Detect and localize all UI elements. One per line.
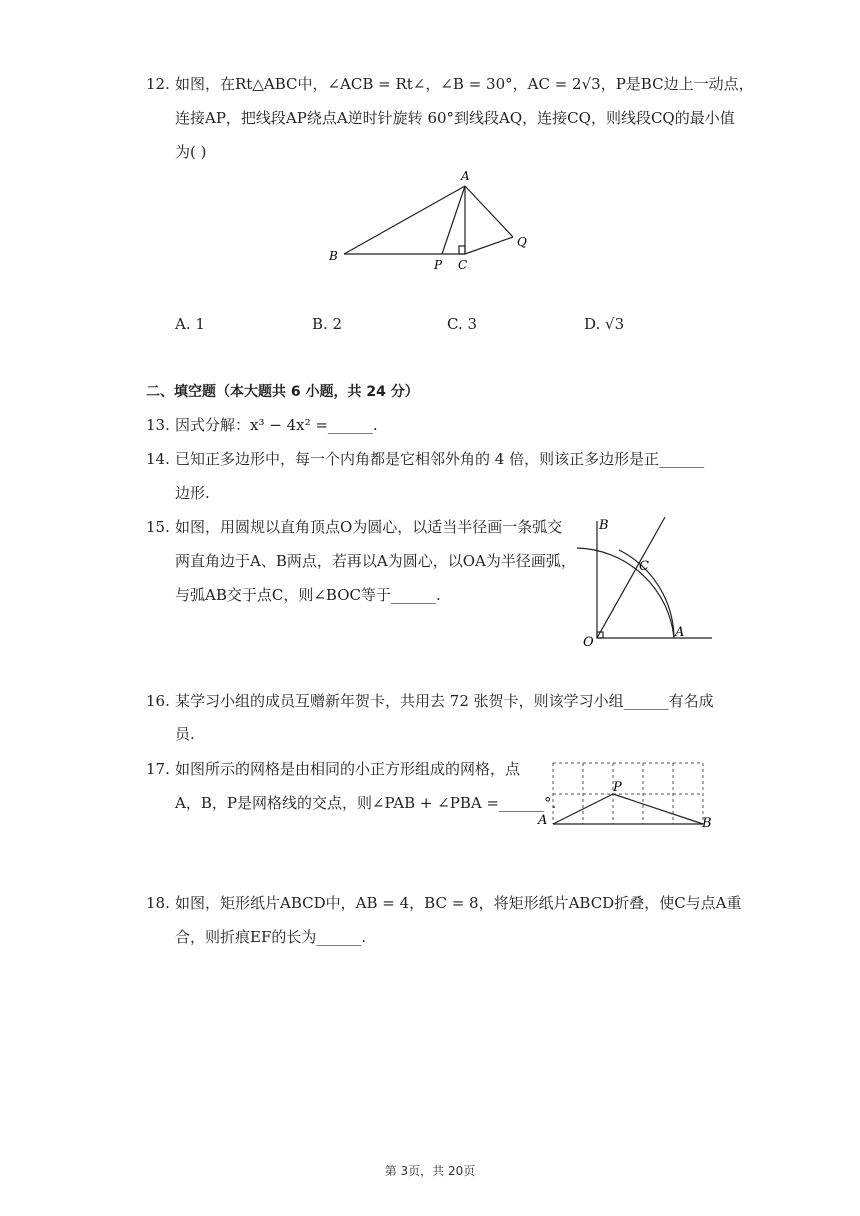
section-title: 二、填空题（本大题共 6 小题，共 24 分）	[146, 384, 419, 400]
segment-ap	[442, 186, 465, 254]
label-p: P	[613, 780, 622, 795]
right-angle-mark	[459, 246, 465, 254]
question-17-text: A，B，P是网格线的交点，则∠PAB + ∠PBA =______°.	[175, 794, 557, 812]
option-a: A. 1	[175, 315, 205, 333]
question-text-line: 如图，在Rt△ABC中，∠ACB = Rt∠，∠B = 30°，AC = 2√3，P是BC边上一动点，	[175, 75, 754, 93]
option-b: B. 2	[312, 315, 343, 333]
label-b: B	[329, 249, 338, 263]
question-14-text: 已知正多边形中，每一个内角都是它相邻外角的 4 倍，则该正多边形是正______	[175, 450, 705, 468]
option-c: C. 3	[447, 315, 478, 333]
segment-ab	[344, 186, 465, 254]
question-16-text: 员.	[175, 725, 195, 743]
triangle-figure	[320, 164, 540, 274]
question-18-text: 如图，矩形纸片ABCD中，AB = 4，BC = 8，将矩形纸片ABCD折叠，使C与点A重	[175, 894, 742, 912]
grid-figure	[536, 758, 716, 833]
question-text-line: 为( )	[175, 143, 207, 161]
question-17-text: 如图所示的网格是由相同的小正方形组成的网格，点	[175, 760, 521, 778]
label-b: B	[702, 816, 712, 831]
question-14-text: 边形.	[175, 484, 210, 502]
label-o: O	[583, 635, 594, 650]
question-number: 14.	[146, 450, 170, 468]
label-a: A	[461, 169, 470, 183]
question-18-text: 合，则折痕EF的长为______.	[175, 928, 367, 946]
question-number: 13.	[146, 416, 170, 434]
label-b: B	[599, 518, 609, 533]
question-13-text: 因式分解：x³ − 4x² =______.	[175, 416, 378, 434]
label-p: P	[434, 258, 443, 272]
question-text-line: 连接AP，把线段AP绕点A逆时针旋转 60°到线段AQ，连接CQ，则线段CQ的最小值	[175, 109, 735, 127]
label-c: C	[458, 258, 468, 272]
label-a: A	[538, 813, 548, 828]
label-q: Q	[517, 235, 527, 249]
ray-oc	[597, 517, 665, 638]
question-15-text: 两直角边于A、B两点，若再以A为圆心，以OA为半径画弧，	[175, 552, 576, 570]
question-number: 12.	[146, 75, 170, 93]
label-a: A	[675, 625, 685, 640]
question-number: 15.	[146, 518, 170, 536]
question-number: 17.	[146, 760, 170, 778]
question-number: 18.	[146, 894, 170, 912]
label-c: C	[639, 559, 649, 574]
arc-figure	[574, 515, 716, 650]
question-15-text: 与弧AB交于点C，则∠BOC等于______.	[175, 586, 441, 604]
question-number: 16.	[146, 692, 170, 710]
question-16-text: 某学习小组的成员互赠新年贺卡，共用去 72 张贺卡，则该学习小组______有名成	[175, 692, 714, 710]
question-15-text: 如图，用圆规以直角顶点O为圆心，以适当半径画一条弧交	[175, 518, 563, 536]
page-footer: 第 3页，共 20页	[384, 1164, 476, 1178]
arc-ab	[577, 548, 674, 638]
segment-aq	[465, 186, 513, 237]
option-d: D. √3	[584, 315, 625, 333]
segment-pb	[613, 794, 703, 824]
segment-cq	[465, 237, 513, 254]
